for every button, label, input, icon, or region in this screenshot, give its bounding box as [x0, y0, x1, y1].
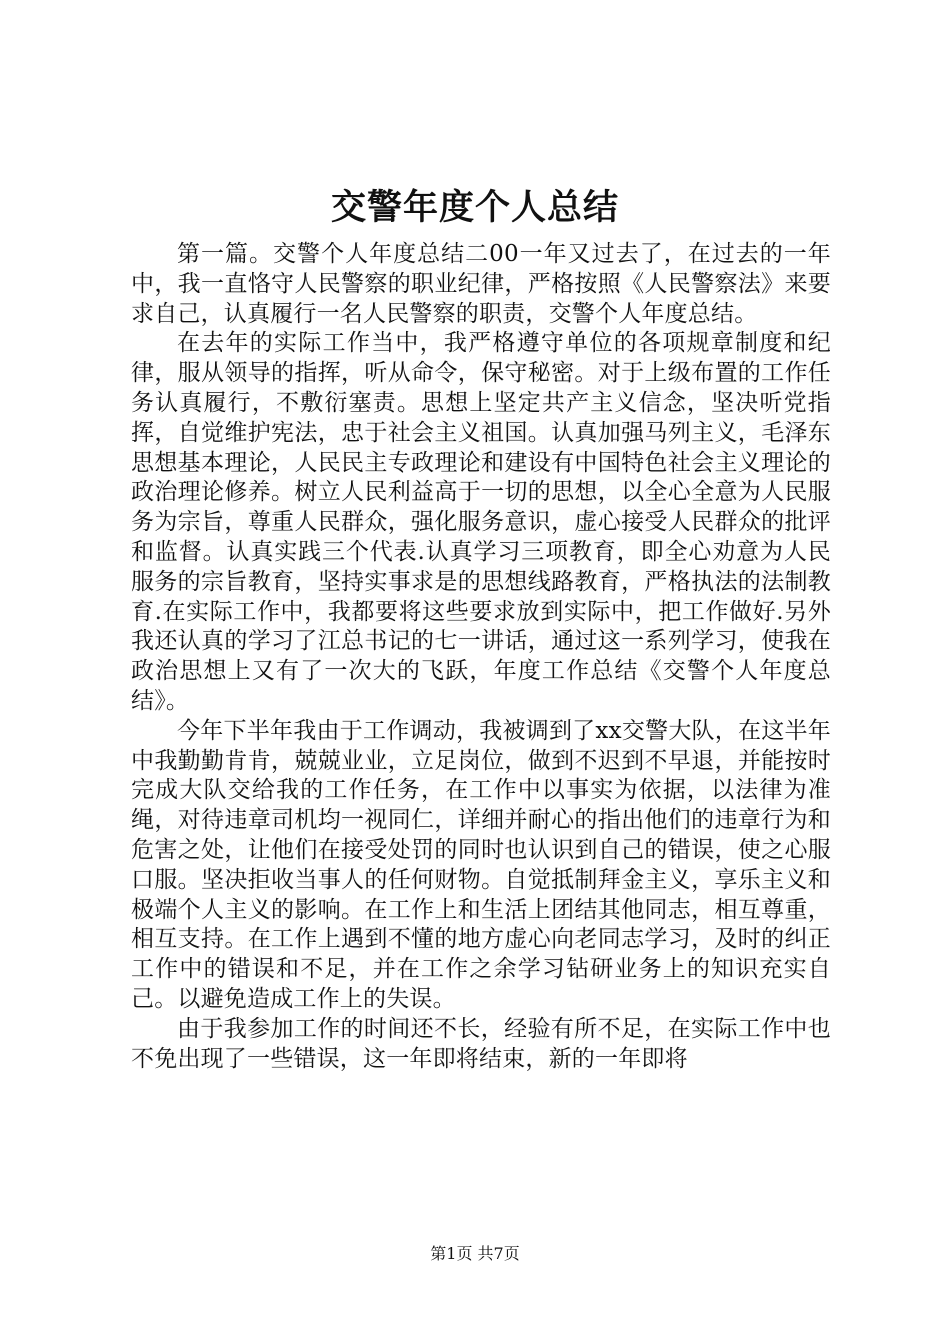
paragraph: 今年下半年我由于工作调动，我被调到了xx交警大队，在这半年中我勤勤肯肯，兢兢业业，立足岗位，做到不迟到不早退，并能按时完成大队交给我的工作任务，在工作中以事实为依据，以法律为准绳，对待违章司机均一视同仁，详细并耐心的指出他们的违章行为和危害之处，让他们在接受处罚的同时也认识到自己的错误，使之心服口服。坚决拒收当事人的任何财物。自觉抵制拜金主义，享乐主义和极端个人主义的影响。在工作上和生活上团结其他同志，相互尊重，相互支持。在工作上遇到不懂的地方虚心向老同志学习，及时的纠正工作中的错误和不足，并在工作之余学习钻研业务上的知识充实自己。以避免造成工作上的失误。 — [131, 717, 831, 1012]
paragraph: 由于我参加工作的时间还不长，经验有所不足，在实际工作中也不免出现了一些错误，这一年即将结束，新的一年即将 — [131, 1015, 831, 1072]
page-footer: 第1页 共7页 — [430, 1244, 520, 1263]
paragraph: 第一篇。交警个人年度总结二00一年又过去了，在过去的一年中，我一直恪守人民警察的职业纪律，严格按照《人民警察法》来要求自己，认真履行一名人民警察的职责，交警个人年度总结。 — [131, 241, 831, 327]
document-body — [131, 240, 831, 1074]
paragraph: 在去年的实际工作当中，我严格遵守单位的各项规章制度和纪律，服从领导的指挥，听从命令，保守秘密。对于上级布置的工作任务认真履行，不敷衍塞责。思想上坚定共产主义信念，坚决听党指挥，自觉维护宪法，忠于社会主义祖国。认真加强马列主义，毛泽东思想基本理论，人民民主专政理论和建设有中国特色社会主义理论的政治理论修养。树立人民利益高于一切的思想，以全心全意为人民服务为宗旨，尊重人民群众，强化服务意识，虚心接受人民群众的批评和监督。认真实践三个代表.认真学习三项教育，即全心劝意为人民服务的宗旨教育，坚持实事求是的思想线路教育，严格执法的法制教育.在实际工作中，我都要将这些要求放到实际中，把工作做好.另外我还认真的学习了江总书记的七一讲话，通过这一系列学习，使我在政治思想上又有了一次大的飞跃，年度工作总结《交警个人年度总结》。 — [131, 330, 831, 714]
document-title: 交警年度个人总结 — [330, 187, 619, 228]
